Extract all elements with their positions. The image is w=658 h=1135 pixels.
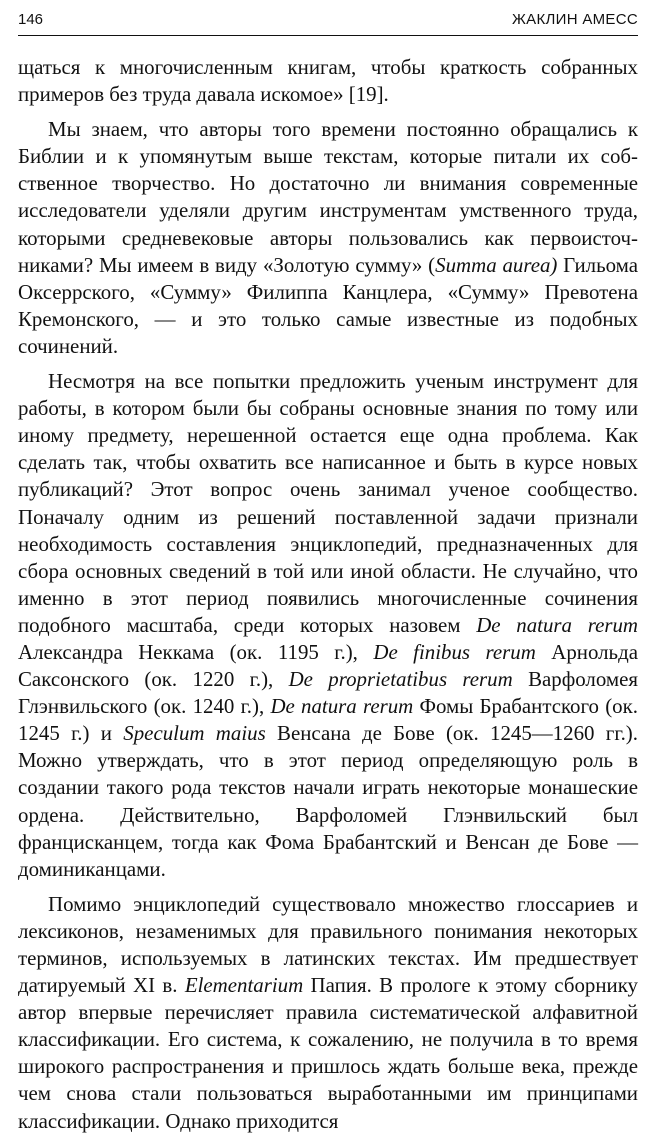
italic-title: De finibus rerum <box>373 639 536 664</box>
body-text <box>18 54 638 1135</box>
paragraph <box>18 116 638 360</box>
paragraph <box>18 891 638 1135</box>
header-rule <box>18 35 638 36</box>
italic-title: Summa aurea) <box>435 252 558 277</box>
text-run: Александра Неккама (ок. 1195 г.), <box>18 639 374 664</box>
italic-title: De natura rerum <box>476 612 639 637</box>
text-run: Помимо энциклопедий существовало множество глоссариев и лексиконов, незаменимых для правильного понимания некоторых терминов, используемых в латинских текстах. Им предшествует датируемый XI в. <box>18 891 638 998</box>
book-page <box>18 8 639 1133</box>
italic-title: De natura rerum <box>270 694 414 719</box>
italic-title: Speculum maius <box>123 721 266 746</box>
paragraph <box>18 368 638 883</box>
text-run: Мы знаем, что авторы того времени постоянно обращались к Библии и к упомянутым выше текстам, которые питали их собственное творчество. Но достаточно ли внимания современные исследователи уделяли другим инструментам умственного труда, которыми средневековые авторы пользовались как первоисточниками? Мы имеем в виду «Золотую сумму» ( <box>18 117 638 277</box>
text-run: щаться к многочисленным книгам, чтобы краткость собранных примеров без труда давала искомое» [19]. <box>18 55 638 107</box>
paragraph <box>18 54 638 108</box>
running-head: ЖАКЛИН АМЕСС <box>512 11 638 28</box>
text-run: Несмотря на все попытки предложить ученым инструмент для работы, в котором были бы собраны основные знания по тому или иному предмету, нерешенной остается еще одна проблема. Как сделать так, чтобы охватить все написанное и быть в курсе новых публикаций? Этот вопрос очень занимал ученое сообщество. Поначалу одним из решений поставленной задачи признали необходимость составления энциклопедий, предназначенных для сбора основных сведений в той или иной области. Не случайно, что именно в этот период появились многочисленные сочинения подобного масштаба, среди которых назовем <box>18 369 638 637</box>
text-run: Венсана де Бове (ок. 1245—1260 гг.). Можно утверждать, что в этот период определяющую роль в создании такого рода текстов начали играть некоторые монашеские ордена. Действительно, Варфоломей Глэнвильский был францисканцем, тогда как Фома Брабантский и Венсан де Бове — доминиканцами. <box>18 721 638 881</box>
text-run: Фомы Брабантского (ок. 1245 г.) и <box>18 694 638 746</box>
text-run: Гильома Оксеррского, «Сумму» Филиппа Канцлера, «Сумму» Превотена Кремонского, — и это только самые известные из подобных сочинений. <box>18 252 638 358</box>
page-header <box>18 8 638 32</box>
text-run: Арнольда Саксонского (ок. 1220 г.), <box>18 639 638 692</box>
page-number: 146 <box>18 11 44 28</box>
italic-title: Elementarium <box>184 973 304 998</box>
text-run: Папия. В прологе к этому сборнику автор впервые перечисляет правила систематической алфавитной классификации. Его система, к сожалению, не получила в то время широкого распространения и пришлось ждать больше века, прежде чем снова стали пользоваться выработанными им принципами классификации. Однако приходится <box>18 973 639 1133</box>
text-run: Варфоломея Глэнвильского (ок. 1240 г.), <box>18 667 638 719</box>
italic-title: De proprietatibus rerum <box>288 667 513 692</box>
